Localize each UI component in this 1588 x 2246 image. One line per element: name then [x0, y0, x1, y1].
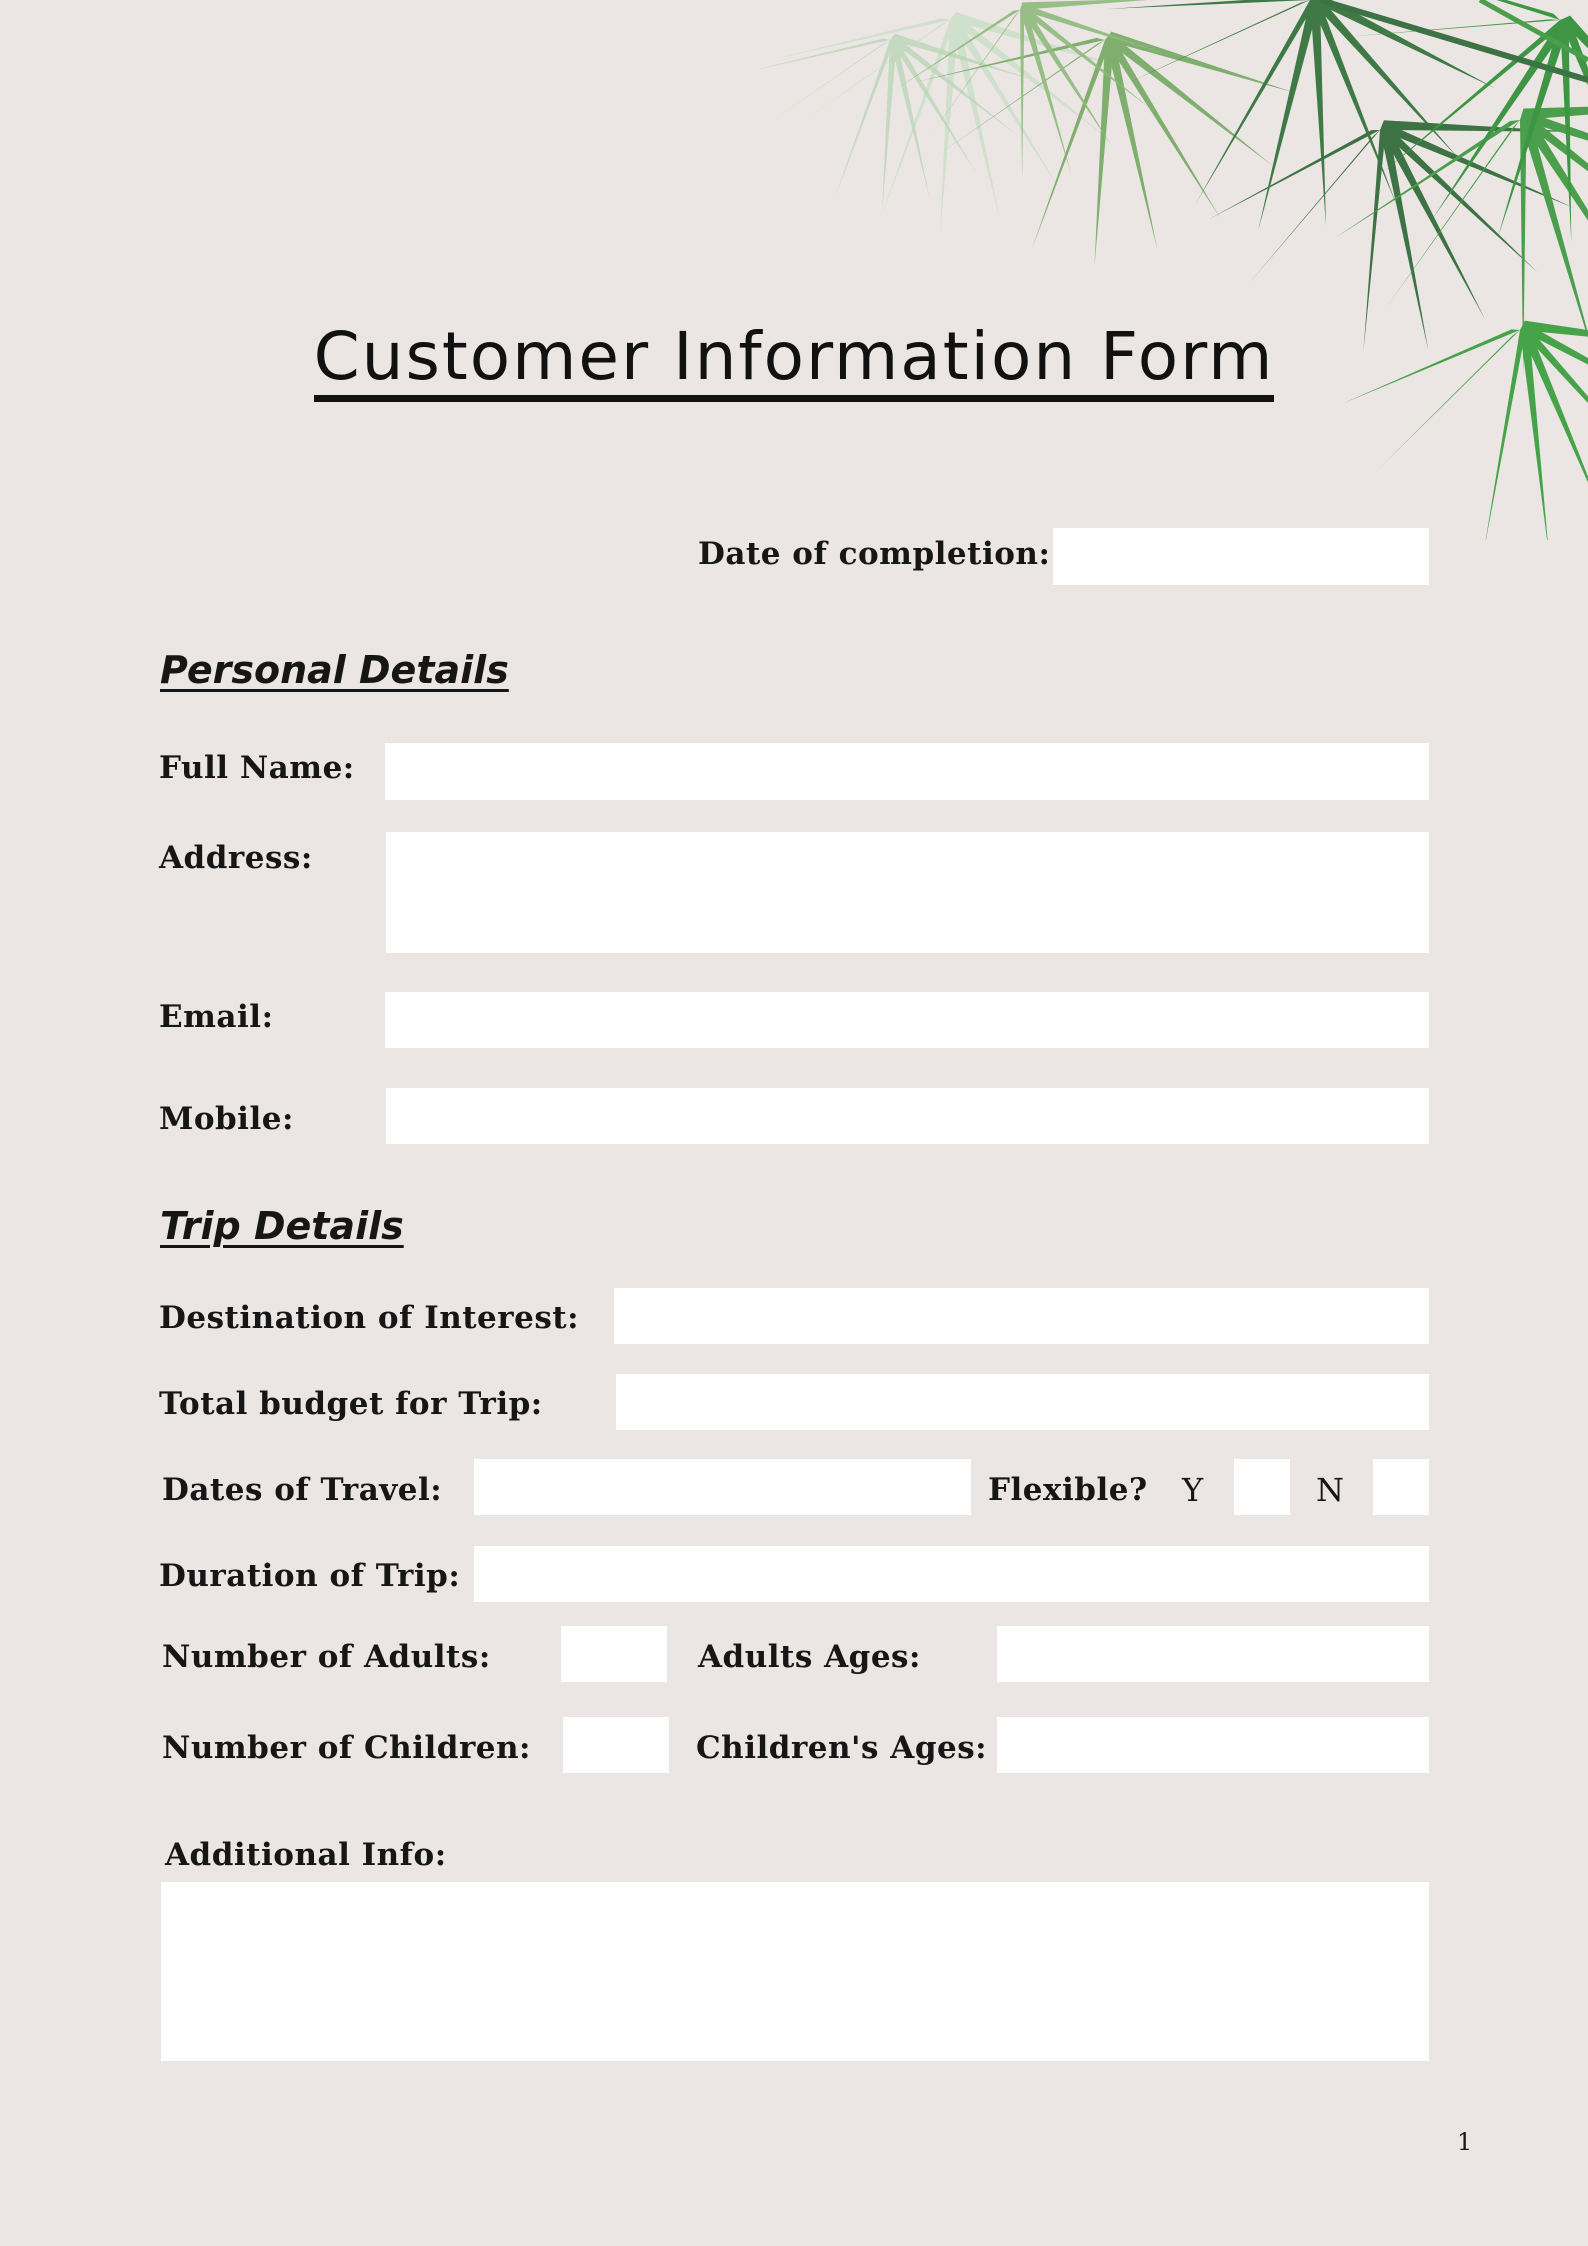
address-field[interactable] [386, 832, 1429, 953]
number-of-children-field[interactable] [563, 1717, 669, 1773]
duration-field[interactable] [474, 1546, 1429, 1602]
email-label: Email: [159, 999, 274, 1035]
number-of-adults-label: Number of Adults: [162, 1639, 491, 1675]
mobile-field[interactable] [386, 1088, 1429, 1144]
flexible-yes-checkbox[interactable] [1234, 1459, 1290, 1515]
page-title-text: Customer Information Form [314, 318, 1275, 402]
page-number: 1 [1457, 2128, 1473, 2156]
full-name-field[interactable] [385, 743, 1429, 800]
flexible-label: Flexible? [988, 1472, 1148, 1508]
flexible-no-label: N [1316, 1471, 1344, 1509]
number-of-children-label: Number of Children: [162, 1730, 531, 1766]
childrens-ages-field[interactable] [997, 1717, 1429, 1773]
address-label: Address: [159, 840, 313, 876]
date-of-completion-field[interactable] [1053, 528, 1429, 585]
destination-label: Destination of Interest: [159, 1300, 580, 1336]
flexible-yes-label: Y [1182, 1471, 1204, 1509]
section-title-trip-details: Trip Details [160, 1204, 404, 1248]
adults-ages-field[interactable] [997, 1626, 1429, 1682]
email-field[interactable] [385, 992, 1429, 1048]
section-title-personal-details: Personal Details [160, 648, 509, 692]
additional-info-field[interactable] [161, 1882, 1429, 2061]
budget-field[interactable] [616, 1374, 1429, 1430]
childrens-ages-label: Children's Ages: [696, 1730, 988, 1766]
destination-field[interactable] [614, 1288, 1429, 1344]
number-of-adults-field[interactable] [561, 1626, 667, 1682]
page-title [0, 318, 1588, 395]
dates-of-travel-field[interactable] [474, 1459, 971, 1515]
mobile-label: Mobile: [159, 1101, 294, 1137]
adults-ages-label: Adults Ages: [698, 1639, 921, 1675]
full-name-label: Full Name: [159, 750, 355, 786]
date-of-completion-label: Date of completion: [698, 536, 1051, 572]
dates-of-travel-label: Dates of Travel: [162, 1472, 443, 1508]
flexible-no-checkbox[interactable] [1373, 1459, 1429, 1515]
budget-label: Total budget for Trip: [159, 1386, 543, 1422]
additional-info-label: Additional Info: [165, 1837, 447, 1873]
palm-leaves-icon [760, 0, 1588, 540]
duration-label: Duration of Trip: [159, 1558, 461, 1594]
